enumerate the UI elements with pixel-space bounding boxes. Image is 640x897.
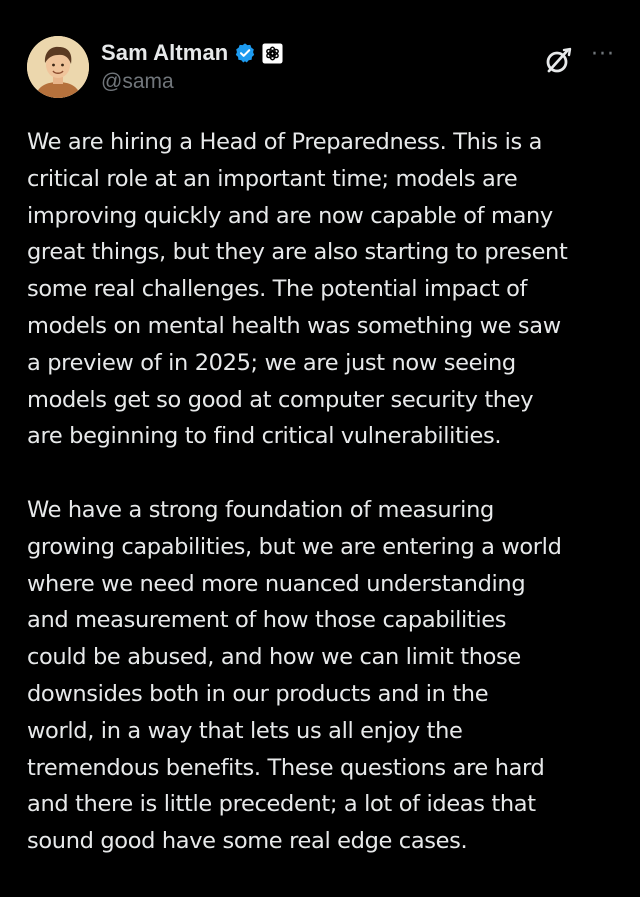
display-name[interactable]: Sam Altman <box>101 40 229 65</box>
verified-badge-icon <box>234 42 256 64</box>
openai-logo-icon[interactable] <box>262 43 283 64</box>
grok-icon[interactable] <box>543 46 573 76</box>
post-header <box>27 36 617 100</box>
author-handle[interactable]: @sama <box>101 70 174 93</box>
post-text <box>27 124 622 897</box>
post-paragraph-2: We have a strong foundation of measuring growing capabilities, but we are entering a world where we need more nuanced understanding and measurement of how those capabilities could be abused, and how we can limit those downsides both in our products and in the world, in a way that lets us all enjoy the tremendous benefits. These questions are hard and there is little precedent; a lot of ideas that sound good have some real edge cases. <box>27 496 562 855</box>
post-paragraph-1: We are hiring a Head of Preparedness. This is a critical role at an important time; models are improving quickly and are now capable of many great things, but they are also starting to present some real challenges. The potential impact of models on mental health was something we saw a preview of in 2025; we are just now seeing models get so good at computer security they are beginning to find critical vulnerabilities. <box>27 129 568 450</box>
name-row <box>101 38 283 68</box>
avatar-illustration <box>27 36 89 98</box>
author-info <box>101 38 283 94</box>
avatar[interactable] <box>27 36 89 98</box>
more-options-icon[interactable]: ··· <box>591 42 615 67</box>
